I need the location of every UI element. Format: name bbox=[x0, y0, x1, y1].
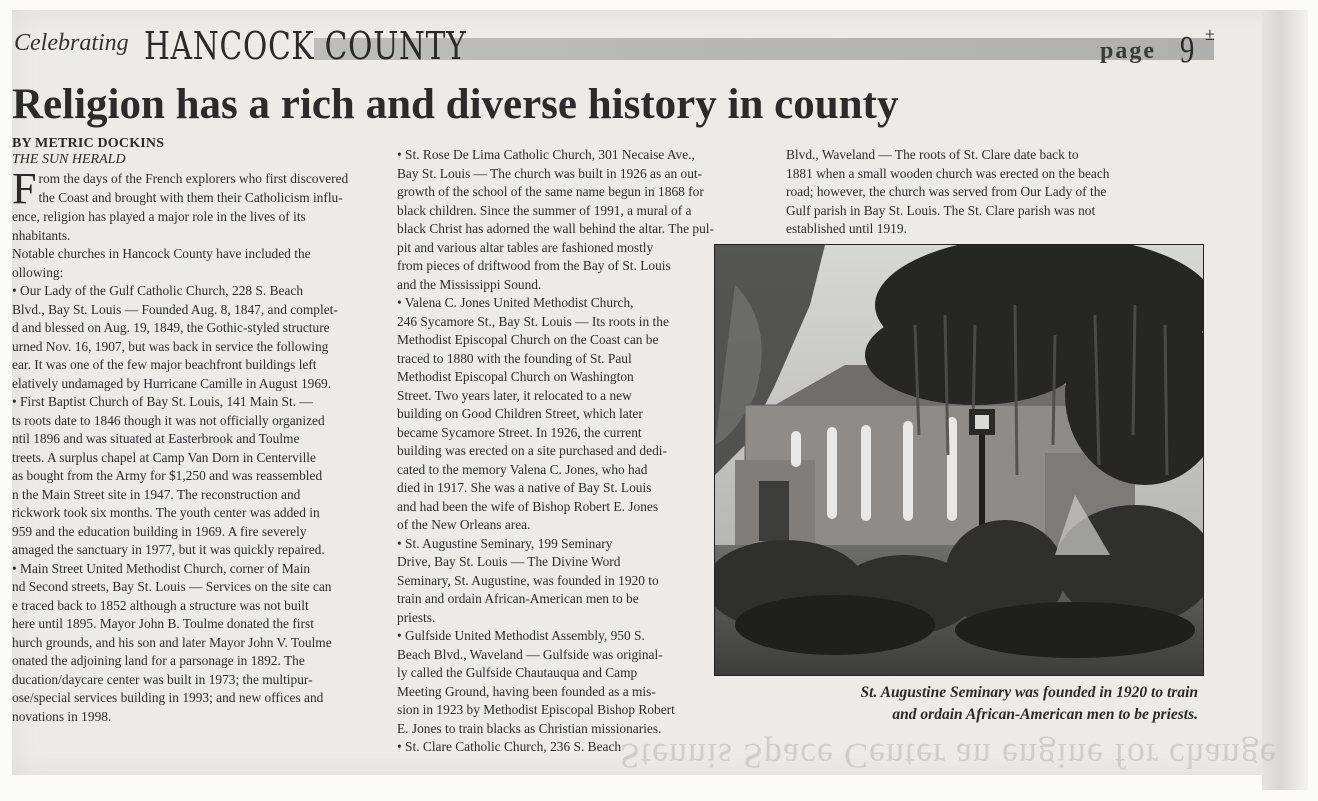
bleed-through-text: Stennis Space Center an engine for change bbox=[620, 736, 1277, 776]
article-text-line: • St. Clare Catholic Church, 236 S. Beach bbox=[397, 739, 622, 754]
article-text-line: road; however, the church was served from Our Lady of the bbox=[786, 184, 1107, 199]
article-text-line: urned Nov. 16, 1907, but was back in service the following bbox=[12, 338, 329, 354]
article-text-line: building was erected on a site purchased and dedi- bbox=[397, 443, 667, 458]
article-text-line: ear. It was one of the few major beachfront buildings left bbox=[12, 357, 317, 372]
section-title: HANCOCK COUNTY bbox=[144, 24, 467, 68]
article-text-line: became Sycamore Street. In 1926, the current bbox=[397, 424, 642, 440]
article-text-line: ntil 1896 and was situated at Easterbrook and Toulme bbox=[12, 431, 300, 446]
byline-outlet: THE SUN HERALD bbox=[12, 152, 126, 167]
article-text-line: pit and various altar tables are fashioned mostly bbox=[397, 239, 654, 255]
article-text-line: established until 1919. bbox=[786, 221, 907, 236]
article-text-line: cated to the memory Valena C. Jones, who had bbox=[397, 461, 648, 477]
article-text-line: amaged the sanctuary in 1977, but it was quickly repaired. bbox=[12, 542, 325, 557]
article-text-line: black Christ has adorned the wall behind the altar. The pul- bbox=[397, 221, 714, 236]
article-text-line: Gulf parish in Bay St. Louis. The St. Clare parish was not bbox=[786, 202, 1096, 218]
article-text-line: E. Jones to train blacks as Christian missionaries. bbox=[397, 720, 662, 736]
caption-line-2: and ordain African-American men to be priests. bbox=[892, 706, 1198, 723]
article-text-line: ts roots date to 1846 though it was not officially organized bbox=[12, 412, 325, 428]
article-text-line: • First Baptist Church of Bay St. Louis, 141 Main St. — bbox=[12, 394, 313, 409]
article-text-line: treets. A surplus chapel at Camp Van Dorn in Centerville bbox=[12, 449, 316, 465]
seminary-photo bbox=[714, 244, 1204, 676]
article-text-line: of the New Orleans area. bbox=[397, 517, 531, 532]
article-text-line: nhabitants. bbox=[12, 227, 71, 243]
article-text-line: elatively undamaged by Hurricane Camille in August 1969. bbox=[12, 375, 332, 391]
article-text-line: 959 and the education building in 1969. A fire severely bbox=[12, 523, 307, 539]
article-text-line: nd Second streets, Bay St. Louis — Services on the site can bbox=[12, 579, 332, 594]
page-mark: ± bbox=[1205, 24, 1215, 44]
article-text-line: n the Main Street site in 1947. The reconstruction and bbox=[12, 486, 301, 502]
article-text-line: Beach Blvd., Waveland — Gulfside was original- bbox=[397, 646, 663, 662]
section-kicker: Celebrating bbox=[14, 30, 129, 56]
article-text-line: from pieces of driftwood from the Bay of St. Louis bbox=[397, 258, 671, 273]
article-column-1 bbox=[12, 170, 374, 726]
article-text-line: • St. Rose De Lima Catholic Church, 301 Necaise Ave., bbox=[397, 147, 695, 162]
article-text-line: Seminary, St. Augustine, was founded in 1920 to bbox=[397, 572, 659, 588]
article-text-line: Blvd., Waveland — The roots of St. Clare date back to bbox=[786, 147, 1079, 162]
article-text-line: Drive, Bay St. Louis — The Divine Word bbox=[397, 554, 621, 569]
caption-line-1: St. Augustine Seminary was founded in 1920 to train bbox=[860, 684, 1198, 701]
article-headline: Religion has a rich and diverse history in county bbox=[12, 81, 899, 128]
article-text-line: • Gulfside United Methodist Assembly, 950 S. bbox=[397, 628, 645, 643]
article-text-line: rickwork took six months. The youth center was added in bbox=[12, 505, 320, 520]
photo-caption bbox=[714, 682, 1198, 726]
article-text-line: Meeting Ground, having been founded as a mis- bbox=[397, 683, 656, 699]
article-text-line: as bought from the Army for $1,250 and was reassembled bbox=[12, 468, 323, 483]
article-text-line: • Main Street United Methodist Church, corner of Main bbox=[12, 560, 311, 576]
article-text-line: priests. bbox=[397, 609, 436, 625]
page-edge bbox=[1262, 10, 1308, 790]
article-text-line: onated the adjoining land for a parsonage in 1892. The bbox=[12, 653, 305, 668]
drop-cap: F bbox=[12, 170, 37, 213]
article-text-line: traced to 1880 with the founding of St. Paul bbox=[397, 350, 632, 366]
page-number: 9 bbox=[1180, 29, 1195, 71]
article-text-line: train and ordain African-American men to be bbox=[397, 591, 639, 606]
article-text-line: hurch grounds, and his son and later Mayor John V. Toulme bbox=[12, 634, 332, 650]
article-text-line: sion in 1923 by Methodist Episcopal Bishop Robert bbox=[397, 702, 675, 717]
article-text-line: building on Good Children Street, which later bbox=[397, 406, 643, 421]
article-text-line: • Valena C. Jones United Methodist Church, bbox=[397, 295, 634, 310]
article-text-line: Methodist Episcopal Church on the Coast can be bbox=[397, 332, 659, 347]
article-text-line: 1881 when a small wooden church was erected on the beach bbox=[786, 165, 1110, 181]
article-text-line: • Our Lady of the Gulf Catholic Church, 228 S. Beach bbox=[12, 283, 304, 298]
article-text-line: here until 1895. Mayor John B. Toulme donated the first bbox=[12, 616, 314, 631]
article-text-line: Methodist Episcopal Church on Washington bbox=[397, 369, 634, 384]
article-text-line: Street. Two years later, it relocated to a new bbox=[397, 387, 632, 403]
article-text-line: 246 Sycamore St., Bay St. Louis — Its roots in the bbox=[397, 313, 669, 329]
article-text-line: Bay St. Louis — The church was built in 1926 as an out- bbox=[397, 165, 703, 181]
article-text-line: and had been the wife of Bishop Robert E. Jones bbox=[397, 498, 659, 514]
article-text-line: growth of the school of the same name begun in 1868 for bbox=[397, 184, 704, 199]
article-text-line: died in 1917. She was a native of Bay St. Louis bbox=[397, 480, 652, 495]
article-text-line: Notable churches in Hancock County have included the bbox=[12, 246, 311, 261]
article-text-line: and the Mississippi Sound. bbox=[397, 276, 542, 292]
article-text-line: ose/special services building in 1993; and new offices and bbox=[12, 690, 324, 705]
article-text-line: novations in 1998. bbox=[12, 708, 112, 724]
article-text-line: e traced back to 1852 although a structure was not built bbox=[12, 597, 309, 613]
article-text-line: ducation/daycare center was built in 1973; the multipur- bbox=[12, 671, 313, 687]
article-text-line: Blvd., Bay St. Louis — Founded Aug. 8, 1847, and complet- bbox=[12, 301, 338, 317]
article-text-line: black children. Since the summer of 1991, a mural of a bbox=[397, 202, 692, 218]
article-text-line: the Coast and brought with them their Catholicism influ- bbox=[38, 189, 343, 205]
page-label: page bbox=[1100, 38, 1156, 64]
seminary-photo-illustration bbox=[715, 245, 1203, 675]
article-text-line: ence, religion has played a major role in the lives of its bbox=[12, 209, 306, 224]
article-text-line: rom the days of the French explorers who first discovered bbox=[38, 171, 349, 186]
article-text-line: ly called the Gulfside Chautauqua and Camp bbox=[397, 665, 638, 680]
byline: BY METRIC DOCKINS bbox=[12, 136, 165, 151]
section-header bbox=[14, 24, 1215, 71]
article-text-line: ollowing: bbox=[12, 264, 64, 280]
article-text-line: d and blessed on Aug. 19, 1849, the Gothic-styled structure bbox=[12, 320, 330, 335]
article-column-3 bbox=[786, 146, 1206, 239]
article-text-line: • St. Augustine Seminary, 199 Seminary bbox=[397, 535, 613, 551]
